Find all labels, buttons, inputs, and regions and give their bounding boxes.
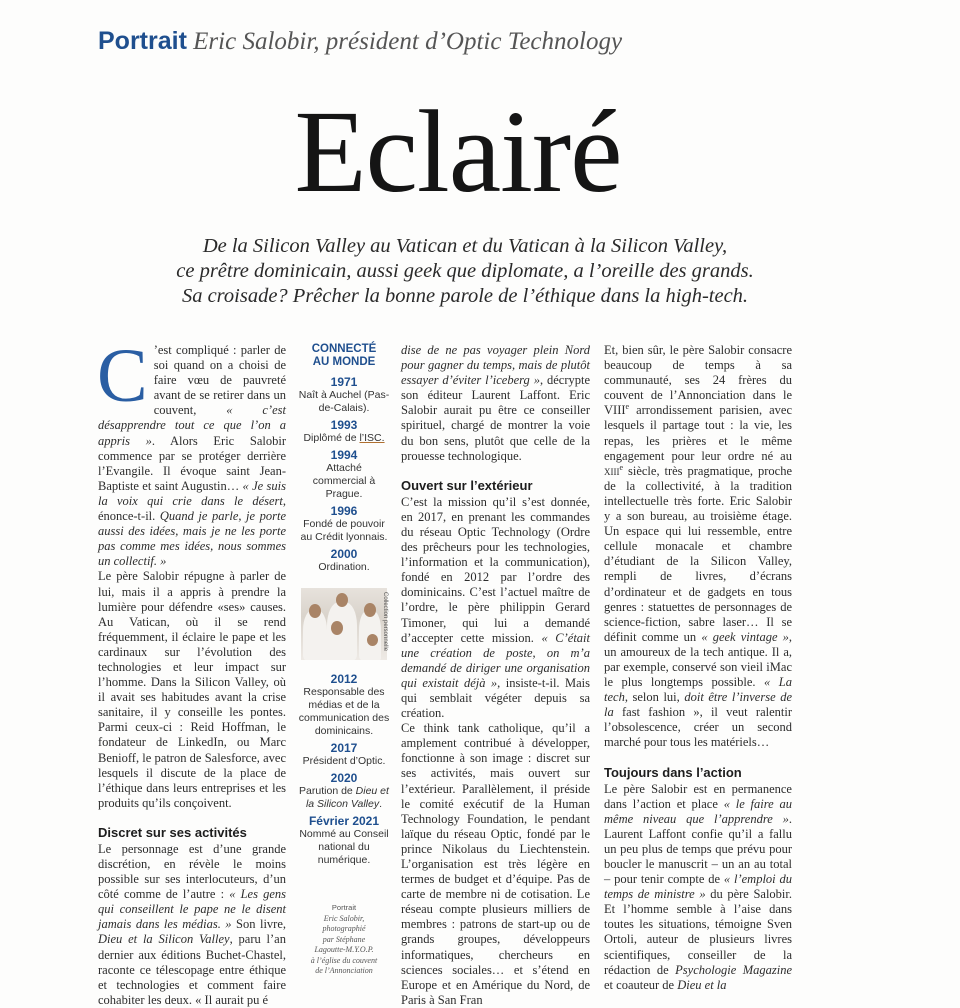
text-run: , paru l’an dernier aux éditions Buchet-Chastel, raconte ce télescopage entre éthique et technologies et comment faire cohabiter les deux. « Il aurait pu é	[98, 932, 286, 1007]
timeline-text-part: .	[379, 798, 383, 810]
smallcaps-run: xiii	[604, 463, 620, 478]
paragraph: Le père Salobir répugne à parler de lui, mais il a appris à prendre la lumière pour défendre «ses» causes. Au Vatican, où il se rend fréquemment, il éclaire le pape et les cardinaux sur l’évolution des technologies et leur impact sur l’homme. Dans la Silicon Valley, où il avait ses habitudes avant la crise sanitaire, il y conseille les pontes. Parmi ceux-ci : Reid Hoffman, le fondateur de LinkedIn, ou Marc Benioff, le patron de Salesforce, avec lesquels il discute de la place de l’éthique dans leurs entreprises et les produits qu’ils conçoivent.	[98, 569, 286, 810]
caption-line: de l’Annonciation	[315, 966, 373, 975]
text-run: , selon lui,	[624, 690, 685, 705]
text-run: Le père Salobir est en permanence dans l’action et place	[604, 781, 792, 811]
article-column-1	[97, 334, 287, 1008]
italic-run: Psychologie Magazine	[675, 962, 792, 977]
timeline-title	[298, 343, 390, 369]
article-standfirst	[120, 234, 810, 309]
photo-credit: Collection personnelle	[382, 592, 388, 652]
italic-run: dise de ne pas voyager plein Nord pour gagner du temps, mais de plutôt essayer d’éviter l’iceberg »	[401, 343, 590, 388]
rich-text	[401, 495, 590, 720]
timeline-text: Fondé de pouvoir au Crédit lyonnais.	[300, 518, 388, 543]
text-run: et coauteur de	[604, 977, 678, 992]
italic-run: « l’emploi du temps de ministre »	[604, 872, 792, 902]
timeline-year: Février 2021	[308, 814, 380, 828]
italic-run: Quand je parle, je porte aussi des idées, mais je ne les porte pas comme mes idées, nous sommes un collectif. »	[98, 509, 287, 569]
paragraph: Ce think tank catholique, qu’il a amplement contribué à développer, fonctionne à son image : discret sur ses activités, mais ouvert sur l’extérieur. Parallèlement, il préside le comité exécutif de la Human Technology Foundation, le pendant laïque du réseau Optic, fondé par le prince Nikolaus du Liechtenstein. L’organisation est très légère en termes de budget et d’équipe. Pas de carte de membre ni de cotisation. Le réseau compte plusieurs milliers de membres : patrons de start-up ou de grands groupes, développeurs informatiques, chercheurs en sciences sociales… et s’étend en Europe et en Amérique du Nord, de Paris à San Fran	[401, 721, 590, 1007]
timeline-year: 2020	[330, 771, 358, 785]
text-run: Le personnage est d’une grande discrétion, en révèle le moins possible sur ses interlocuteurs, d’un côté comme de l’autre :	[98, 841, 286, 902]
paragraph	[401, 343, 590, 464]
timeline-title-line: AU MONDE	[312, 356, 376, 368]
text-run: ’est compliqué : parler de soi quand on a choisi de faire vœu de pauvreté avant de se retirer dans un couvent,	[153, 343, 286, 418]
paragraph	[604, 782, 792, 993]
text-run: , insiste-t-il. Mais qui semblait végéter depuis sa création.	[401, 675, 590, 721]
text-run: arrondissement parisien, avec lesquels il partage tout : la vie, les repas, les prières et le même engagement pour leur ordre né au	[604, 403, 792, 463]
photo-face	[331, 621, 343, 635]
italic-run: Dieu et la	[677, 977, 727, 992]
timeline-text: Président d’Optic.	[302, 755, 386, 767]
italic-run: « c’est désapprendre tout ce que l’on a appris »	[98, 403, 286, 448]
text-run: , décrypte son éditeur Laurent Laffont. Eric Salobir aurait pu être ce conseiller spirituel, chargé de montrer la voie du bon sens, plutôt que celle de la prouesse technologique.	[401, 373, 591, 463]
timeline-text: Responsable des médias et de la communication des dominicains.	[298, 686, 390, 737]
photo-face	[367, 634, 378, 646]
paragraph	[97, 334, 287, 569]
caption-line: photographié	[322, 924, 366, 933]
article-column-4	[604, 343, 792, 993]
timeline-sidebar	[298, 343, 390, 869]
timeline-text: Naît à Auchel (Pas-de-Calais).	[298, 389, 390, 414]
standfirst-line: ce prêtre dominicain, aussi geek que diplomate, a l’oreille des grands.	[176, 260, 754, 282]
italic-run: Dieu et la Silicon Valley	[98, 932, 230, 947]
article-column-3	[401, 343, 590, 1008]
photo-caption	[298, 903, 390, 977]
article-headline: Eclairé	[294, 86, 622, 217]
rich-text	[604, 343, 792, 749]
paragraph	[401, 495, 590, 721]
text-run: , un amoureux de la tech antique. Il a, par exemple, conservé son vieil iMac le plus longtemps possible.	[604, 629, 793, 690]
section-rubric: Portrait	[98, 27, 187, 55]
timeline-title-line: CONNECTÉ	[311, 343, 377, 355]
italic-run: « C’était une création de poste, on m’a demandé de diriger une organisation qui existait déjà »	[401, 630, 590, 690]
drop-cap: C	[97, 334, 148, 418]
section-heading: Toujours dans l’action	[604, 764, 742, 780]
text-run: . Alors Eric Salobir commence par se protéger derrière l’Evangile. Il évoque saint Jean-Baptiste et saint Augustin…	[98, 433, 287, 493]
italic-run: doit être l’inverse de la	[604, 690, 792, 720]
timeline-text-part: Diplômé de	[303, 432, 360, 444]
text-run: Son livre,	[231, 917, 287, 932]
text-run: du père Salobir. Et l’homme semble à l’aise dans toutes les situations, témoigne Sven Ortoli, auteur de plusieurs livres scientifiques, conseiller de la rédaction de	[604, 887, 792, 977]
timeline-year: 2017	[330, 741, 358, 755]
italic-run: « le faire au même niveau que l’apprendre »	[604, 796, 793, 826]
timeline-year: 1996	[330, 504, 358, 518]
book-title: Dieu et la Silicon Valley	[305, 785, 389, 810]
text-run: , énonce-t-il.	[98, 493, 286, 524]
standfirst-line: De la Silicon Valley au Vatican et du Vatican à la Silicon Valley,	[202, 235, 728, 257]
text-run: siècle, très pragmatique, proche de la collectivité, à la tradition intellectuelle très forte. Eric Salobir y a son bureau, au troisième étage. Un espace qui lui ressemble, entre cellule monacale et chambre d’étudiant de la Silicon Valley, rempli de livres, d’écrans d’ordinateur et de gadgets en tous genres : statuettes de personnages de science-fiction, sabre laser… Il se définit comme un	[604, 463, 792, 644]
timeline-year: 1971	[330, 375, 358, 389]
italic-run: « Je suis la voix qui crie dans le désert	[98, 478, 286, 508]
section-heading: Ouvert sur l’extérieur	[401, 477, 533, 493]
superscript-run: e	[625, 402, 630, 412]
standfirst-line: Sa croisade? Prêcher la bonne parole de l’éthique dans la high-tech.	[181, 285, 749, 307]
rich-text	[401, 343, 590, 463]
text-run: C’est la mission qu’il s’est donnée, en 2017, en prenant les commandes du réseau Optic Technology (Ordre des prêcheurs pour les technologies, l’information et la communication), fondé en 2012 par l’ordre des dominicains. C’est l’actuel maître de l’ordre, le père philippin Gerard Timoner, qui lui a demandé d’accepter cette mission.	[401, 494, 590, 645]
timeline-text: Nommé au Conseil national du numérique.	[299, 828, 389, 866]
text-run: . Laurent Laffont confie qu’il a fallu un peu plus de temps que prévu pour boucler le manuscrit – un an au total – pour tenir compte de	[604, 811, 792, 887]
italic-run: « Les gens qui conseillent le pape ne le disent jamais dans les médias. »	[98, 887, 287, 932]
section-kicker	[98, 26, 622, 57]
timeline-text: Ordination.	[318, 561, 370, 573]
timeline-year: 1994	[330, 448, 358, 462]
timeline-year: 2000	[330, 547, 358, 561]
caption-line: par Stéphane	[322, 934, 366, 944]
photo-face	[364, 603, 376, 617]
timeline-text	[298, 432, 390, 445]
rich-text	[98, 842, 286, 1007]
timeline-text	[298, 785, 390, 811]
section-heading: Discret sur ses activités	[98, 824, 247, 840]
caption-line: à l’église du couvent	[310, 955, 378, 965]
caption-title: Portrait	[331, 903, 357, 912]
timeline-text: Attaché commercial à Prague.	[312, 462, 376, 500]
timeline-year: 2012	[330, 672, 358, 686]
superscript-run: e	[619, 462, 624, 472]
photo-face	[336, 593, 348, 607]
caption-body	[298, 914, 390, 977]
text-run: fast fashion », il veut ralentir l’obsolescence, créer un second marché pour tous les matériels…	[604, 705, 792, 750]
italic-run: « La tech	[604, 675, 792, 705]
timeline-text-part: Parution de	[299, 785, 356, 797]
paragraph	[604, 343, 792, 751]
italic-run: « geek vintage »	[701, 629, 789, 644]
photo-face	[309, 604, 321, 618]
group-photo	[301, 588, 387, 660]
timeline-year: 1993	[330, 418, 358, 432]
isc-link[interactable]: l’ISC.	[359, 432, 385, 444]
section-subtitle: Eric Salobir, président d’Optic Technology	[193, 28, 623, 55]
paragraph	[98, 842, 286, 1008]
caption-line: Eric Salobir,	[323, 913, 365, 923]
text-run: Et, bien sûr, le père Salobir consacre beaucoup de temps à sa communauté, ses 24 frères du couvent de l’Annonciation dans le VIII	[604, 343, 792, 418]
rich-text	[604, 782, 792, 992]
caption-line: Lagoutte-M.Y.O.P.	[314, 945, 374, 954]
